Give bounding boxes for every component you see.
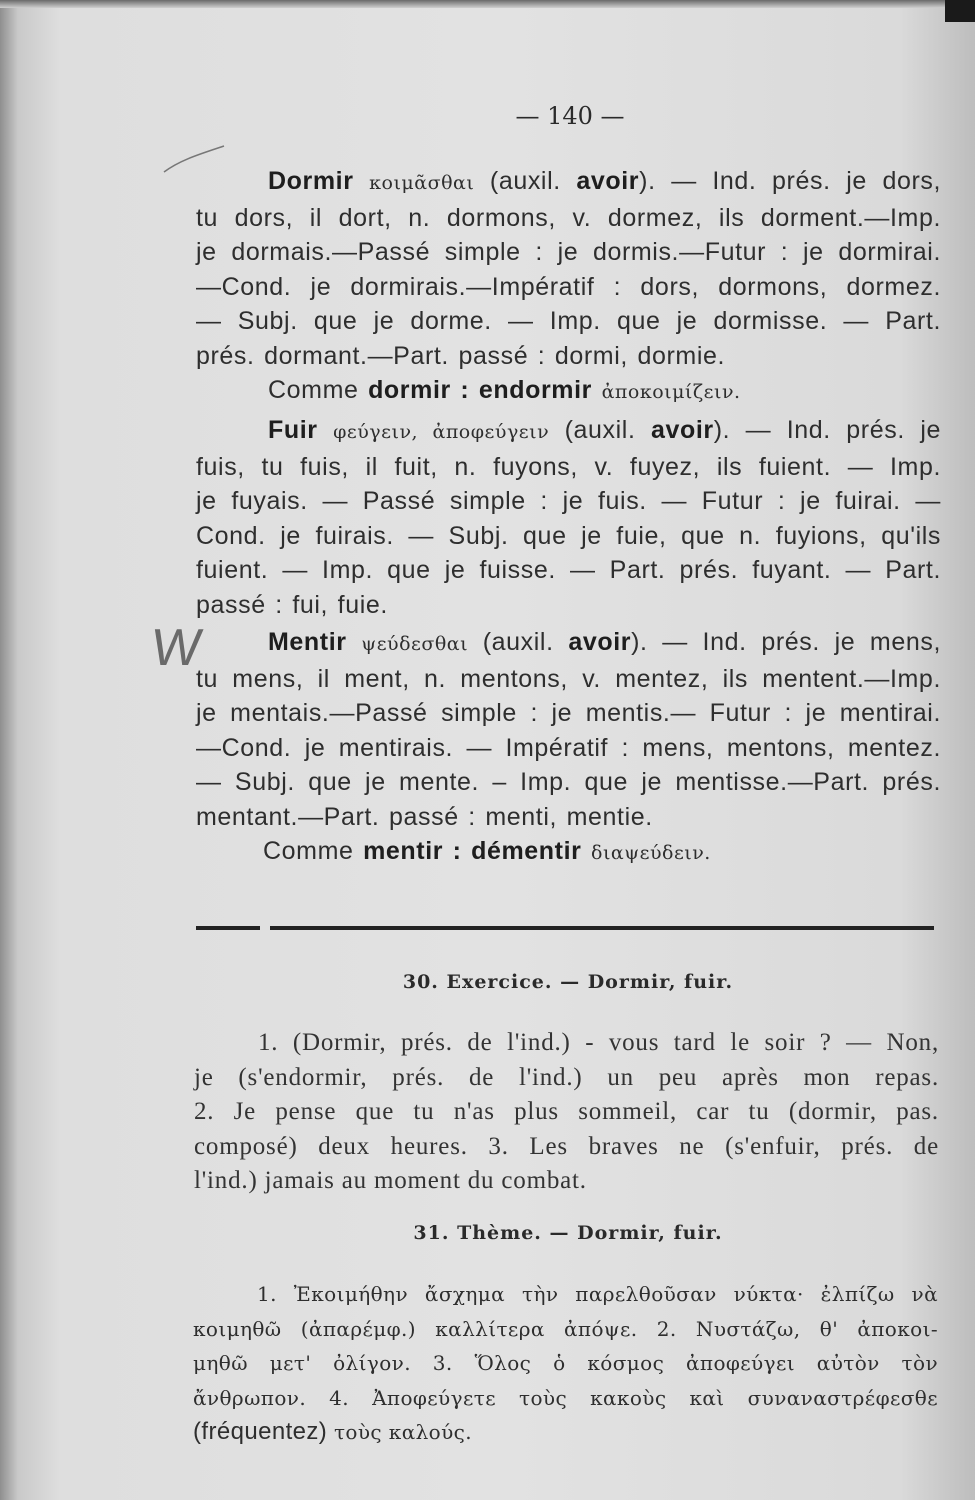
mentir-auxil-word: avoir xyxy=(568,628,632,656)
mentir-line-6: mentant.—Part. passé : menti, mentie. xyxy=(196,802,653,831)
mentir-auxil: (auxil. xyxy=(482,628,554,656)
dormir-line-3: je dormais.—Passé simple : je dormis.—Futur : je dormirai. xyxy=(196,238,941,266)
fuir-line-6: passé : fui, fuie. xyxy=(196,590,388,619)
theme-line-2: κοιμηθῶ (ἀπαρέμφ.) καλλίτερα ἀπόψε. 2. Νυστάζω, θ' ἀποκοι- xyxy=(193,1316,938,1341)
mentir-line-2: tu mens, il ment, n. mentons, v. mentez, ils mentent.—Imp. xyxy=(196,664,941,693)
exercise-line-2: je (s'endormir, prés. de l'ind.) un peu après mon repas. xyxy=(194,1063,939,1091)
mentir-line-3: je mentais.—Passé simple : je mentis.— Futur : je mentirai. xyxy=(196,699,941,727)
mentir-greek: ψεύδεσθαι xyxy=(361,633,469,655)
theme-line-1: 1. Ἐκοιμήθην ἄσχημα τὴν παρελθοῦσαν νύκτα· ἐλπίζω νὰ xyxy=(257,1282,938,1306)
fuir-line-1 xyxy=(196,413,941,450)
fuir-line-2: fuis, tu fuis, il fuit, n. fuyons, v. fuyez, ils fuient. — Imp. xyxy=(196,452,941,481)
mentir-line-1 xyxy=(196,625,941,662)
mentir-comme-greek: διαψεύδειν. xyxy=(591,842,711,864)
mentir-verb: Mentir xyxy=(268,628,347,656)
fuir-line-3: je fuyais. — Passé simple : je fuis. — Futur : je fuirai. — xyxy=(196,487,941,515)
dormir-auxil: (auxil. xyxy=(489,167,561,195)
dormir-verb: Dormir xyxy=(268,167,354,195)
dormir-comme-label: Comme xyxy=(268,376,359,404)
exercise-line-5: l'ind.) jamais au moment du combat. xyxy=(194,1167,587,1194)
divider-rule-left xyxy=(196,926,260,930)
theme-paragraph xyxy=(193,1277,938,1450)
dormir-comme-verb: dormir : endormir xyxy=(368,376,593,404)
page-corner-shadow xyxy=(945,0,975,22)
dormir-line-4: —Cond. je dormirais.—Impératif : dors, dormons, dormez. xyxy=(196,272,941,301)
dormir-greek: κοιμᾶσθαι xyxy=(369,172,475,194)
mentir-line-5: — Subj. que je mente. – Imp. que je mentisse.—Part. prés. xyxy=(196,768,941,796)
mentir-comme xyxy=(196,834,941,871)
theme-heading: 31. Thème. — Dormir, fuir. xyxy=(413,1222,723,1244)
fuir-verb: Fuir xyxy=(268,416,318,444)
dormir-line-6: prés. dormant.—Part. passé : dormi, dormie. xyxy=(196,341,726,370)
theme-line-4: ἄνθρωπον. 4. Ἀποφεύγετε τοὺς κακοὺς καὶ συναναστρέφεσθε xyxy=(193,1385,938,1410)
mentir-line-1-rest: ). — Ind. prés. je mens, xyxy=(631,628,942,656)
dormir-auxil-word: avoir xyxy=(576,167,640,195)
fuir-line-5: fuient. — Imp. que je fuisse. — Part. prés. fuyant. — Part. xyxy=(196,556,941,584)
mentir-line-4: —Cond. je mentirais. — Impératif : mens, mentons, mentez. xyxy=(196,733,941,762)
theme-line-5 xyxy=(193,1415,938,1450)
fuir-greek: φεύγειν, ἀποφεύγειν xyxy=(333,421,550,443)
theme-line-3: μηθῶ μετ' ὀλίγον. 3. Ὅλος ὁ κόσμος ἀποφεύγει αὐτὸν τὸν xyxy=(193,1351,938,1375)
dormir-comme-greek: ἀποκοιμίζειν. xyxy=(601,381,741,403)
divider-rule-right xyxy=(270,926,934,930)
exercise-line-1: 1. (Dormir, prés. de l'ind.) - vous tard le soir ? — Non, xyxy=(258,1029,939,1056)
fuir-auxil: (auxil. xyxy=(564,416,636,444)
exercise-line-3: 2. Je pense que tu n'as plus sommeil, car tu (dormir, pas. xyxy=(194,1098,939,1125)
dormir-comme xyxy=(196,373,941,410)
margin-pencil-mark: W xyxy=(147,619,200,677)
mentir-paragraph xyxy=(196,625,941,871)
mentir-comme-label: Comme xyxy=(263,837,354,865)
exercise-paragraph xyxy=(194,1026,939,1199)
fuir-paragraph xyxy=(196,413,941,622)
dormir-paragraph xyxy=(196,164,941,410)
page-top-edge xyxy=(0,0,975,8)
theme-line-5-french: (fréquentez) xyxy=(193,1418,328,1445)
fuir-line-1-rest: ). — Ind. prés. je xyxy=(713,416,941,444)
margin-pencil-stroke xyxy=(160,138,230,178)
dormir-line-1 xyxy=(196,164,941,201)
fuir-auxil-word: avoir xyxy=(650,416,714,444)
dormir-line-1-rest: ). — Ind. prés. je dors, xyxy=(639,167,942,195)
fuir-line-4: Cond. je fuirais. — Subj. que je fuie, que n. fuyions, qu'ils xyxy=(196,521,941,550)
mentir-comme-verb: mentir : démentir xyxy=(363,837,582,865)
dormir-line-5: — Subj. que je dorme. — Imp. que je dormisse. — Part. xyxy=(196,307,941,335)
exercise-line-4: composé) deux heures. 3. Les braves ne (s'enfuir, prés. de xyxy=(194,1132,939,1160)
dormir-line-2: tu dors, il dort, n. dormons, v. dormez, ils dorment.—Imp. xyxy=(196,203,941,232)
theme-line-5-greek: τοὺς καλούς. xyxy=(333,1420,473,1444)
page-number: — 140 — xyxy=(515,102,625,130)
exercise-heading: 30. Exercice. — Dormir, fuir. xyxy=(402,971,734,993)
